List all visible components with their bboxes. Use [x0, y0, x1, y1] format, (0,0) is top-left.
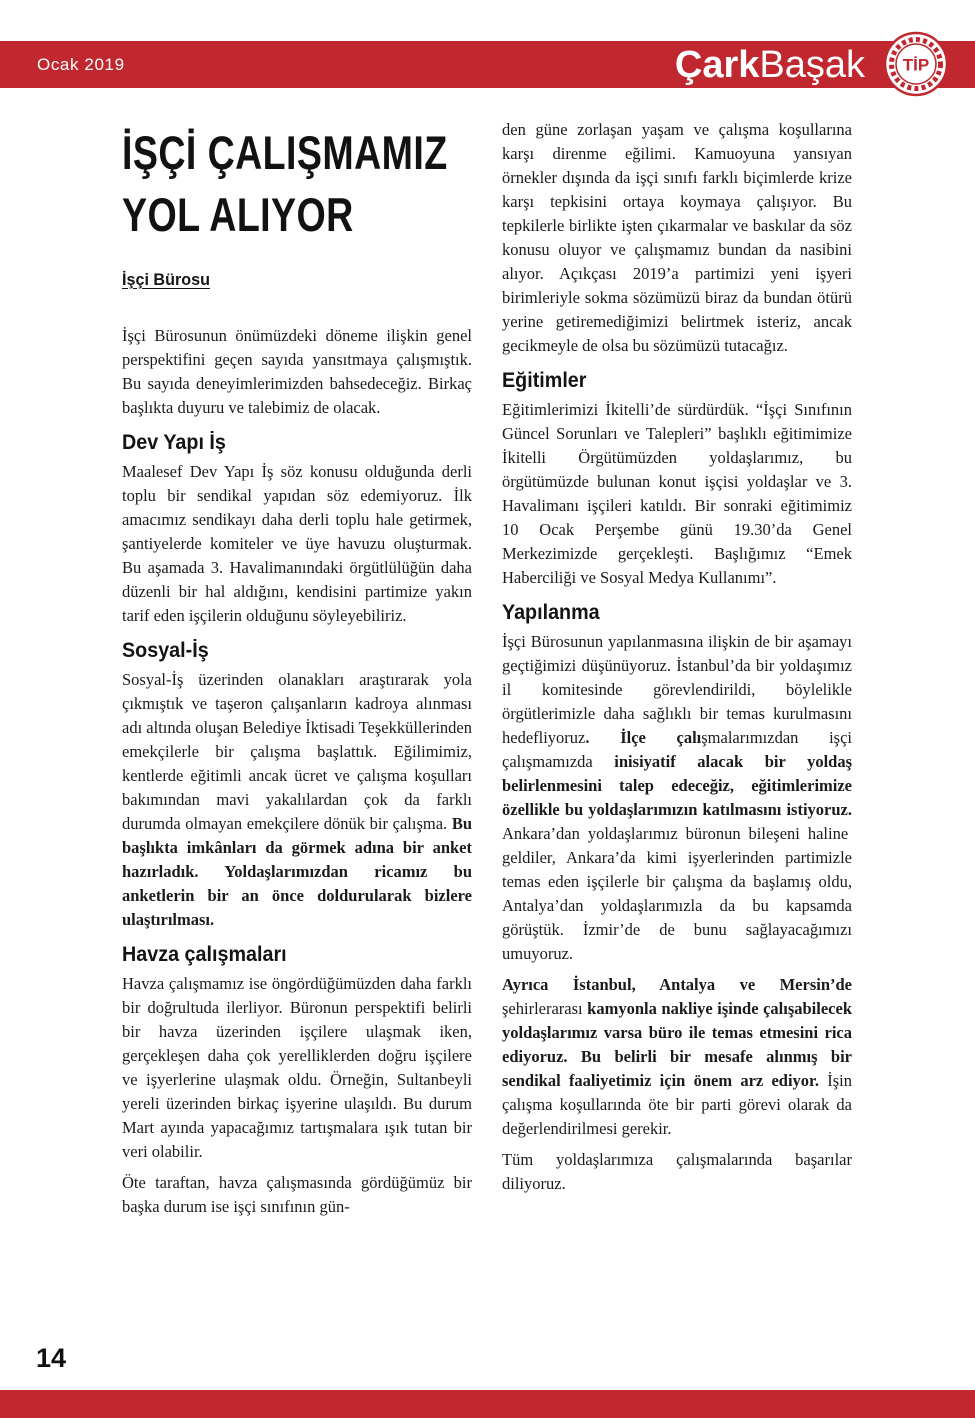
text-segment: Eğitimlerimizi İkitelli’de sürdürdük. “İşçi Sınıfının Güncel Sorunları ve Talepleri” başlıklı eğitimimize İkitelli Örgütümüzden yoldaşlarımız, bu örgütümüzde bulunan konut işçisi yoldaşlar ve 3. Havalimanı işçileri katıldı. Bir sonraki eğitimimiz 10 Ocak Perşembe günü 19.30’da Genel Merkezimizde gerçekleşti. Başlığımız “Emek Haberciliği ve Sosyal Medya Kullanımı”.: [502, 400, 852, 587]
text-segment: Maalesef Dev Yapı İş söz konusu olduğunda derli toplu bir sendikal yapıdan söz edemiyoruz. İlk amacımız sendikayı daha derli toplu hale getirmek, şantiyelerde komiteler ve üye havuzu oluşturmak. Bu aşamada 3. Havalimanındaki örgütlülüğün daha düzenli bir hal aldığını, kendisini partimize yakın tarif eden işçilerin olduğunu söyleyebiliriz.: [122, 462, 472, 625]
title-line-1: İŞÇİ ÇALIŞMAMIZ: [122, 126, 448, 179]
body-paragraph: [122, 668, 472, 932]
text-segment: den güne zorlaşan yaşam ve çalışma koşullarına karşı direnme eğilimi. Kamuoyuna yansıyan örnekler dışında da işçi sınıfı farklı biçimlerde krize karşı tepkisini ortaya koymaya çalışıyor. Bu tepkilerle birlikte işten çıkarmalar ve baskılar da söz konusu oluyor ve çalışmamız bundan da nasibini alıyor. Açıkçası 2019’a partimizi yeni işyeri birimleriyle sokma sözümüzü biraz da bundan ötürü yerine getiremediğimizi belirtmek isteriz, ancak gecikmeyle de olsa bu sözümüzü tutacağız.: [502, 120, 852, 355]
article-title: [122, 122, 472, 246]
right-column: [502, 118, 852, 1226]
text-segment: İşin çalışma koşullarında öte bir parti görevi olarak da değerlendirilmesi gerekir.: [502, 1071, 852, 1138]
text-segment: İşçi Bürosunun önümüzdeki döneme ilişkin genel perspektifini geçen sayıda yansıtmaya çalışmıştık. Bu sayıda deneyimlerimizden bahsedeceğiz. Birkaç başlıkta duyuru ve talebimiz de olacak.: [122, 326, 472, 417]
text-segment: Havza çalışmamız ise öngördüğümüzden daha farklı bir doğrultuda ilerliyor. Büronun perspektifi belirli bir havza üzerinden işçilere ulaşmak iken, gerçekleşen daha çok yerelliklerden doğru işçilere ve işyerlerine ulaşmak oldu. Örneğin, Sultanbeyli yereli üzerinden birkaç işyerine ulaşıldı. Bu durum Mart ayında yapacağımız tartışmalara ışık tutan bir veri olabilir.: [122, 974, 472, 1161]
section-heading: Yapılanma: [502, 601, 600, 624]
issue-date: Ocak 2019: [37, 54, 125, 74]
body-paragraph: [122, 1171, 472, 1219]
masthead-light-part: Başak: [759, 43, 865, 86]
text-segment: şehirlerarası: [502, 999, 588, 1018]
left-column-blocks: [122, 324, 472, 1219]
body-paragraph: [502, 973, 852, 1141]
section-heading: Havza çalışmaları: [122, 943, 287, 966]
text-segment: İşçi Bürosunun yapılanmasına ilişkin de bir aşamayı geçtiğimizi düşünüyoruz. İstanbul’da bir yoldaşımız il komitesinde görevlendirildi, böylelikle örgütlerimizle daha sağlıklı bir temas kurulmasını hedefliyoruz: [502, 632, 852, 747]
body-paragraph: [122, 324, 472, 420]
page-header: [0, 41, 975, 88]
body-paragraph: [122, 460, 472, 628]
body-paragraph: [502, 630, 852, 966]
right-column-blocks: [502, 118, 852, 1196]
title-line-2: YOL ALIYOR: [122, 188, 354, 241]
logo-text: TİP: [902, 55, 930, 75]
body-paragraph: [502, 118, 852, 358]
text-segment: Sosyal-İş üzerinden olanakları araştırarak yola çıkmıştık ve taşeron çalışanların kadroya alınması adı altında oluşan Belediye İktisadi Teşekküllerinden emekçilerle bir çalışma başlattık. Eğilimimiz, kentlerde eğitimli ancak ücret ve çalışma koşulları bakımından mavi yakalılardan çok da farklı durumda olmayan emekçilere dönük bir çalışma.: [122, 670, 472, 833]
bold-text-segment: Bu başlıkta imkânları da görmek adına bir anket hazırladık. Yoldaşlarımızdan ricamız bu anketlerin bir an önce doldurularak bizlere ulaştırılması.: [122, 814, 472, 929]
section-heading: Eğitimler: [502, 369, 587, 392]
masthead-bold-part: Çark: [674, 43, 760, 86]
text-segment: şmalarımızdan işçi çalışmamızda: [502, 728, 852, 771]
text-segment: Öte taraftan, havza çalışmasında gördüğümüz bir başka durum ise işçi sınıfının gün-: [122, 1173, 472, 1216]
bold-text-segment: . İlçe çalı: [585, 728, 702, 747]
bold-text-segment: kamyonla nakliye işinde çalışabilecek yoldaşlarımız varsa büro ile temas etmesini rica ediyoruz. Bu belirli bir mesafe alınmış bir sendikal faaliyetimiz için önem arz ediyor.: [502, 999, 852, 1090]
text-segment: Tüm yoldaşlarımıza çalışmalarında başarılar diliyoruz.: [502, 1150, 852, 1193]
masthead: [674, 43, 865, 86]
page-number: 14: [36, 1343, 67, 1373]
section-heading: Dev Yapı İş: [122, 431, 226, 454]
section-heading: Sosyal-İş: [122, 639, 209, 662]
body-paragraph: [502, 398, 852, 590]
byline: İşçi Bürosu: [122, 270, 210, 289]
article-body: [122, 118, 852, 1226]
left-column: [122, 118, 472, 1226]
tip-party-logo-icon: [883, 31, 949, 97]
bold-text-segment: inisiyatif alacak bir yoldaş belirlenmesini talep edeceğiz, eğitimlerimize özellikle bu yoldaşlarımızın katılmasını istiyoruz.: [502, 752, 852, 819]
text-segment: Ankara’dan yoldaşlarımız büronun bileşeni haline geldiler, Ankara’da kimi işyerlerinden partimizle temas eden işçilerle bir çalışma da başlamış oldu, Antalya’dan yoldaşlarımızla da bu kapsamda görüştük. İzmir’de de bunu sağlayacağımızı umuyoruz.: [502, 824, 852, 963]
footer-bar: [0, 1390, 975, 1418]
body-paragraph: [122, 972, 472, 1164]
body-paragraph: [502, 1148, 852, 1196]
bold-text-segment: Ayrıca İstanbul, Antalya ve Mersin’de: [502, 975, 852, 994]
